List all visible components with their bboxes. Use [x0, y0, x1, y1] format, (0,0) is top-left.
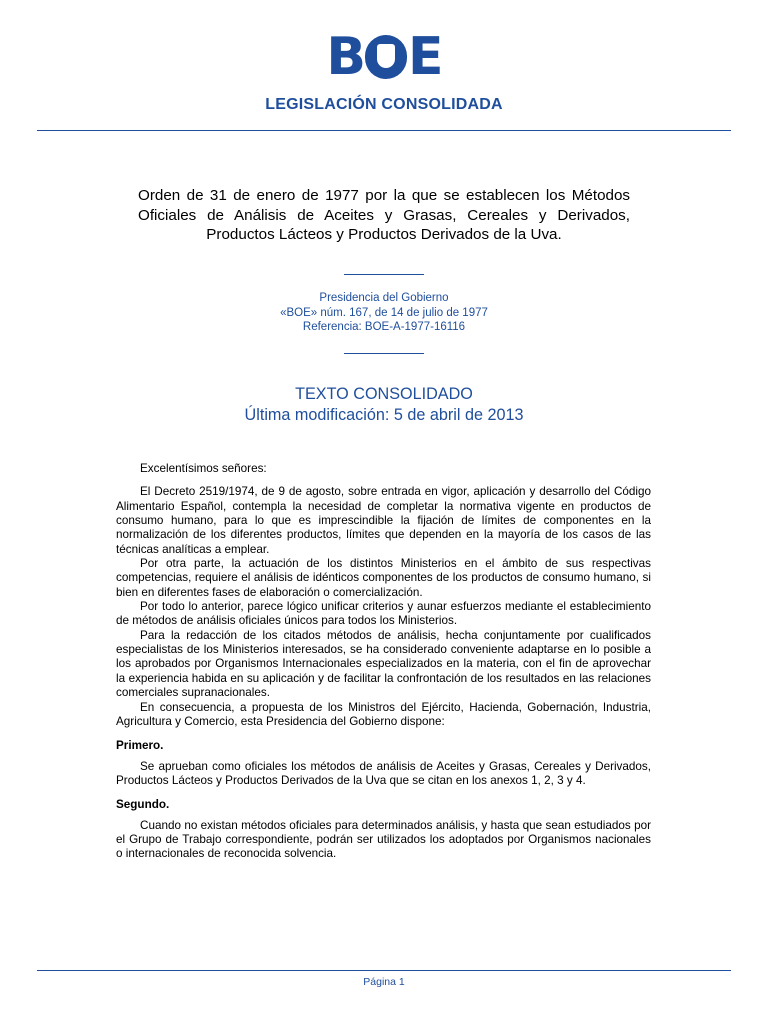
boe-logo — [326, 27, 442, 87]
paragraph: Por otra parte, la actuación de los distintos Ministerios en el ámbito de sus respectivas competencias, requiere el análisis de idénticos componentes de los productos de consumo humano, si bien en diferentes fases de elaboración o comercialización. — [116, 557, 651, 599]
header-divider — [37, 130, 731, 131]
meta-separator — [344, 353, 424, 354]
article-heading: Primero. — [116, 739, 164, 753]
paragraph: En consecuencia, a propuesta de los Ministros del Ejército, Hacienda, Gobernación, Industria, Agricultura y Comercio, esta Presidencia del Gobierno dispone: — [116, 700, 651, 728]
article-heading: Segundo. — [116, 798, 170, 812]
paragraph: El Decreto 2519/1974, de 9 de agosto, sobre entrada en vigor, aplicación y desarrollo del Código Alimentario Español, contempla la necesidad de completar la normativa vigente en productos de consumo humano, para lo que es imprescindible la fijación de límites de componentes en la normalización de los diferentes productos, límites que dependen en la mayoría de los casos de las técnicas analíticas a emplear. — [116, 485, 651, 556]
consolidated-label: TEXTO CONSOLIDADO — [295, 385, 473, 403]
document-title: Orden de 31 de enero de 1977 por la que se establecen los Métodos Oficiales de Análisis de Aceites y Grasas, Cereales y Derivados, Productos Lácteos y Productos Derivados de la Uva. — [138, 187, 630, 243]
salutation: Excelentísimos señores: — [140, 462, 267, 475]
paragraph: Cuando no existan métodos oficiales para determinados análisis, y hasta que sean estudiados por el Grupo de Trabajo correspondiente, podrán ser utilizados los adoptados por Organismos nacionales o internacionales de reconocida solvencia. — [116, 818, 651, 861]
document-body — [116, 462, 651, 862]
boe-reference: «BOE» núm. 167, de 14 de julio de 1977 — [280, 306, 488, 319]
page-number: Página 1 — [363, 976, 405, 988]
reference-code: Referencia: BOE-A-1977-16116 — [302, 321, 466, 333]
logo-area — [0, 27, 768, 87]
logo-letter-e: E — [408, 27, 442, 87]
document-meta — [0, 291, 768, 335]
page-header-title: LEGISLACIÓN CONSOLIDADA — [265, 96, 503, 113]
paragraph: Se aprueban como oficiales los métodos de análisis de Aceites y Grasas, Cereales y Derivados, Productos Lácteos y Productos Derivados de la Uva que se citan en los anexos 1, 2, 3 y 4. — [116, 759, 651, 787]
paragraph: Para la redacción de los citados métodos de análisis, hecha conjuntamente por cualificados especialistas de los Ministerios interesados, se ha considerado conveniente adaptarse en lo posible a los aprobados por Organismos Internacionales especializados en la materia, con el fin de aprovechar la experiencia habida en su aplicación y de facilitar la confrontación de los resultados en las relaciones comerciales supranacionales. — [116, 628, 651, 700]
title-separator — [344, 274, 424, 275]
crest-icon — [365, 35, 407, 79]
last-modified: Última modificación: 5 de abril de 2013 — [244, 406, 524, 424]
consolidated-block — [0, 384, 768, 426]
paragraph: Por todo lo anterior, parece lógico unificar criterios y aunar esfuerzos mediante el establecimiento de métodos de análisis oficiales únicos para todos los Ministerios. — [116, 600, 651, 628]
footer-divider — [37, 970, 731, 971]
issuer: Presidencia del Gobierno — [319, 292, 449, 304]
logo-letter-b: B — [326, 27, 365, 87]
